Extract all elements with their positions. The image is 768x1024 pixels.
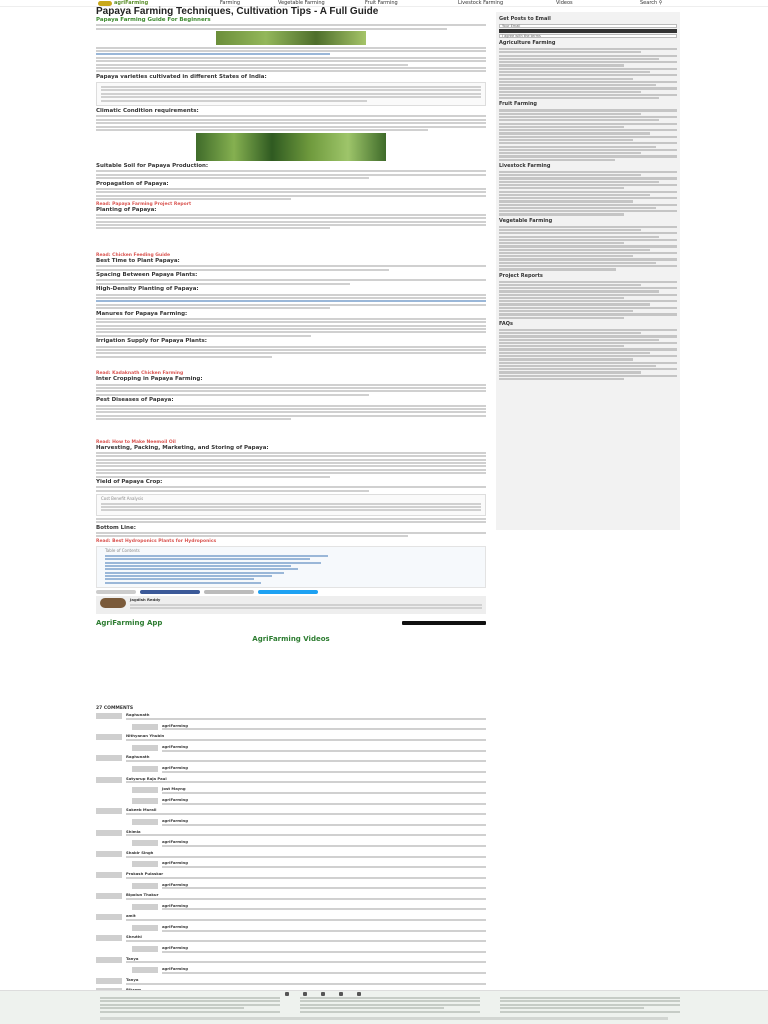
- author-box: [96, 596, 486, 614]
- article-title: Papaya Farming Techniques, Cultivation Tips - A Full Guide: [96, 6, 379, 17]
- footer-links-middle[interactable]: [300, 995, 480, 1015]
- comment-author: agriFarming: [162, 881, 188, 887]
- search-label: Search: [640, 0, 658, 6]
- comment-author: Prakash Pulaskar: [126, 870, 164, 876]
- papaya-plantation-image: [196, 133, 386, 161]
- share-button[interactable]: [140, 590, 200, 594]
- sidebar-subscribe-title: Get Posts to Email: [499, 16, 551, 22]
- comment-item: [96, 851, 486, 859]
- comment-author: agriFarming: [162, 902, 188, 908]
- comment-author: Jost Mayng: [162, 786, 186, 792]
- comment-item: [132, 925, 486, 933]
- nav-item-vegetable-farming[interactable]: Vegetable Farming: [278, 0, 325, 6]
- avatar: [132, 798, 158, 804]
- comment-item: [132, 967, 486, 975]
- comment-item: [132, 840, 486, 848]
- avatar: [132, 925, 158, 931]
- footer-bottom-bar: [100, 1017, 668, 1020]
- article: [96, 7, 486, 646]
- tweet-button[interactable]: [258, 590, 318, 594]
- search-button[interactable]: [640, 0, 662, 6]
- sidebar-section-title: Livestock Farming: [499, 162, 551, 169]
- avatar: [96, 734, 122, 740]
- comment-item: [132, 798, 486, 806]
- intro-heading: Papaya Farming Guide For Beginners: [96, 17, 211, 23]
- terms-checkbox[interactable]: I agree with the terms: [499, 34, 677, 38]
- section-heading: Harvesting, Packing, Marketing, and Storing of Papaya:: [96, 444, 269, 451]
- author-name[interactable]: Jagdish Reddy: [130, 597, 161, 603]
- comment-author: Shimla: [126, 828, 141, 834]
- comment-author: Tanya: [126, 955, 139, 961]
- comment-item: [96, 808, 486, 816]
- cost-benefit-table: [96, 494, 486, 516]
- avatar: [96, 713, 122, 719]
- sidebar-links[interactable]: [499, 329, 677, 380]
- read-link[interactable]: Read: How to Make Neemoil Oil: [96, 439, 176, 445]
- section-heading: Manures for Papaya Farming:: [96, 310, 188, 317]
- comment-item: [96, 777, 486, 785]
- avatar: [96, 830, 122, 836]
- sidebar-links[interactable]: [499, 226, 677, 271]
- avatar: [132, 724, 158, 730]
- footer-links-right[interactable]: [500, 995, 680, 1015]
- avatar: [132, 745, 158, 751]
- table-of-contents[interactable]: [96, 546, 486, 588]
- comment-item: [132, 861, 486, 869]
- avatar: [132, 946, 158, 952]
- section-heading: Papaya varieties cultivated in different States of India:: [96, 73, 267, 80]
- nav-item-videos[interactable]: Videos: [556, 0, 573, 6]
- comment-item: [96, 734, 486, 742]
- avatar: [96, 755, 122, 761]
- comment-item: [96, 957, 486, 965]
- comment-author: Bipolun Thakur: [126, 892, 159, 898]
- avatar: [96, 935, 122, 941]
- section-heading: Planting of Papaya:: [96, 206, 157, 213]
- section-heading: Bottom Line:: [96, 524, 136, 531]
- avatar: [96, 978, 122, 984]
- comments-section: [96, 706, 486, 1017]
- sidebar-section-title: Fruit Farming: [499, 101, 537, 108]
- avatar: [96, 893, 122, 899]
- logo-text: agriFarming: [114, 0, 149, 6]
- comment-author: Sakeeb Murali: [126, 807, 157, 813]
- comment-author: agriFarming: [162, 722, 188, 728]
- search-icon: ⚲: [658, 0, 663, 6]
- section-heading: Spacing Between Papaya Plants:: [96, 272, 198, 279]
- comment-item: [96, 755, 486, 763]
- sidebar-links[interactable]: [499, 171, 677, 216]
- nav-item-farming[interactable]: Farming: [220, 0, 241, 6]
- varieties-table: [96, 82, 486, 106]
- nav-item-fruit-farming[interactable]: Fruit Farming: [365, 0, 398, 6]
- app-label: AgriFarming App: [96, 619, 163, 628]
- section-heading: Suitable Soil for Papaya Production:: [96, 162, 209, 169]
- avatar: [96, 851, 122, 857]
- sidebar-section-title: Vegetable Farming: [499, 217, 553, 224]
- section-heading: Irrigation Supply for Papaya Plants:: [96, 338, 207, 345]
- comment-item: [96, 978, 486, 986]
- avatar: [132, 787, 158, 793]
- facebook-icon[interactable]: [285, 992, 289, 996]
- avatar: [100, 598, 126, 608]
- avatar: [96, 872, 122, 878]
- footer: [0, 990, 768, 1024]
- comment-item: [132, 787, 486, 795]
- comment-author: Satyarup Raja Paul: [126, 775, 167, 781]
- comment-item: [132, 946, 486, 954]
- sidebar: [496, 12, 680, 530]
- play-store-button[interactable]: [402, 621, 486, 625]
- sidebar-links[interactable]: [499, 109, 677, 160]
- sidebar-section-title: FAQs: [499, 320, 513, 327]
- comment-item: [96, 830, 486, 838]
- comments-count: 27 COMMENTS: [96, 706, 134, 711]
- comment-item: [96, 713, 486, 721]
- subscribe-button[interactable]: [499, 29, 677, 33]
- section-heading: Climatic Condition requirements:: [96, 108, 199, 115]
- avatar: [132, 840, 158, 846]
- footer-links-left[interactable]: [100, 995, 280, 1015]
- comment-author: amit: [126, 913, 136, 919]
- read-link[interactable]: Read: Best Hydroponics Plants for Hydroponics: [96, 538, 217, 544]
- comment-item: [132, 766, 486, 774]
- section-heading: High-Density Planting of Papaya:: [96, 286, 199, 293]
- papaya-hero-image: [216, 31, 366, 45]
- comment-author: agriFarming: [162, 796, 188, 802]
- toc-heading: Table of Contents: [105, 547, 140, 553]
- comment-author: agriFarming: [162, 817, 188, 823]
- read-link[interactable]: Read: Chicken Feeding Guide: [96, 252, 171, 258]
- comment-item: [132, 904, 486, 912]
- comment-author: agriFarming: [162, 860, 188, 866]
- avatar: [132, 766, 158, 772]
- section-heading: Inter Cropping in Papaya Farming:: [96, 376, 203, 383]
- comment-author: Shruthi: [126, 934, 142, 940]
- comment-author: agriFarming: [162, 743, 188, 749]
- section-heading: Pest Diseases of Papaya:: [96, 397, 174, 404]
- comment-item: [132, 883, 486, 891]
- avatar: [96, 957, 122, 963]
- section-heading: Propagation of Papaya:: [96, 180, 169, 187]
- avatar: [132, 861, 158, 867]
- share-bar: [96, 590, 486, 594]
- comment-list: [96, 713, 486, 996]
- comment-item: [96, 893, 486, 901]
- table-heading: Cost Benefit Analysis: [101, 495, 144, 501]
- comment-author: agriFarming: [162, 764, 188, 770]
- videos-label[interactable]: AgriFarming Videos: [252, 635, 330, 644]
- share-facebook-button[interactable]: [96, 590, 136, 594]
- comment-item: [96, 914, 486, 922]
- comment-author: Shabir Singh: [126, 849, 154, 855]
- share-twitter-button[interactable]: [204, 590, 254, 594]
- avatar: [96, 914, 122, 920]
- comment-author: Raghunath: [126, 754, 150, 760]
- avatar: [132, 819, 158, 825]
- comment-author: Nithyanan Yhubin: [126, 733, 165, 739]
- comment-author: Tanya: [126, 976, 139, 982]
- comment-author: Raghunath: [126, 712, 150, 717]
- sidebar-section-title: Project Reports: [499, 272, 543, 279]
- comment-author: agriFarming: [162, 966, 188, 972]
- avatar: [96, 777, 122, 783]
- comment-item: [132, 819, 486, 827]
- avatar: [132, 967, 158, 973]
- avatar: [132, 904, 158, 910]
- sidebar-links[interactable]: [499, 281, 677, 319]
- leaf-icon: [98, 1, 112, 6]
- sidebar-section-title: Agriculture Farming: [499, 40, 556, 46]
- videos-promo: [96, 632, 486, 646]
- nav-item-livestock-farming[interactable]: Livestock Farming: [458, 0, 504, 6]
- comment-item: [132, 745, 486, 753]
- app-promo: [96, 616, 486, 630]
- comment-author: agriFarming: [162, 945, 188, 951]
- comment-author: agriFarming: [162, 839, 188, 845]
- sidebar-links[interactable]: [499, 48, 677, 99]
- comment-item: [132, 724, 486, 732]
- read-link[interactable]: Read: Kadaknath Chicken Farming: [96, 371, 184, 377]
- section-heading: Best Time to Plant Papaya:: [96, 257, 180, 264]
- email-field[interactable]: Your Email: [499, 24, 677, 28]
- comment-item: [96, 872, 486, 880]
- read-link[interactable]: Read: Papaya Farming Project Report: [96, 201, 192, 207]
- avatar: [132, 883, 158, 889]
- section-heading: Yield of Papaya Crop:: [96, 479, 163, 486]
- comment-item: [96, 935, 486, 943]
- avatar: [96, 808, 122, 814]
- comment-author: agriFarming: [162, 923, 188, 929]
